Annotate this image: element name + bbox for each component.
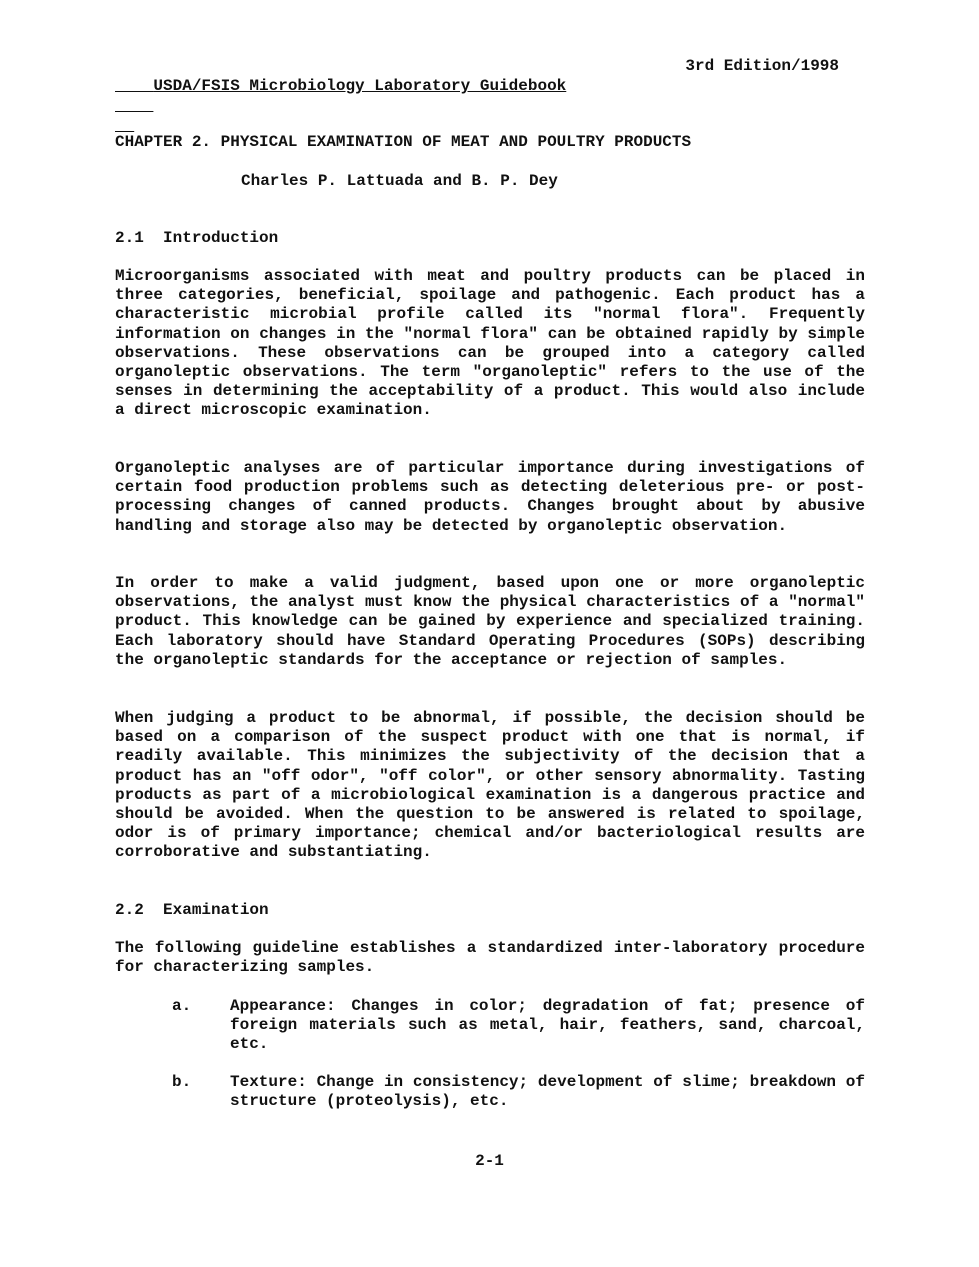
running-header bbox=[115, 56, 839, 136]
list-item-text: Appearance: Changes in color; degradation of fat; presence of foreign materials such as metal, hair, feathers, sand, charcoal, etc. bbox=[230, 997, 865, 1054]
section-heading-examination: 2.2 Examination bbox=[115, 901, 269, 919]
paragraph: In order to make a valid judgment, based upon one or more organoleptic observations, the analyst must know the physical characteristics of a "normal" product. This knowledge can be gained by experience and specialized training. Each laboratory should have Standard Operating Procedures (SOPs) describing the organoleptic standards for the acceptance or rejection of samples. bbox=[115, 574, 865, 669]
header-guidebook-title: USDA/FSIS Microbiology Laboratory Guidebook bbox=[153, 77, 567, 95]
page-number: 2-1 bbox=[475, 1152, 504, 1170]
list-marker: a. bbox=[172, 997, 192, 1015]
chapter-title: CHAPTER 2. PHYSICAL EXAMINATION OF MEAT AND POULTRY PRODUCTS bbox=[115, 133, 692, 151]
section-heading-introduction: 2.1 Introduction bbox=[115, 229, 279, 247]
paragraph: Organoleptic analyses are of particular importance during investigations of certain food production problems such as detecting deleterious pre- or post-processing changes of canned products. Changes brought about by abusive handling and storage also may be detected by organoleptic observation. bbox=[115, 459, 865, 535]
paragraph: When judging a product to be abnormal, if possible, the decision should be based on a comparison of the suspect product with one that is normal, if readily available. This minimizes the subjectivity of the decision that a product has an "off odor", "off color", or other sensory abnormality. Tasting products as part of a microbiological examination is a dangerous practice and should be avoided. When the question to be answered is related to spoilage, odor is of primary importance; chemical and/or bacteriological results are corroborative and substantiating. bbox=[115, 709, 865, 862]
list-marker: b. bbox=[172, 1073, 192, 1091]
list-item bbox=[172, 997, 865, 1055]
list-item bbox=[172, 1073, 865, 1111]
paragraph: Microorganisms associated with meat and poultry products can be placed in three categories, beneficial, spoilage and pathogenic. Each product has a characteristic microbial profile called its "normal flora". Frequently information on changes in the "normal flora" can be obtained rapidly by simple observations. These observations can be grouped into a category called organoleptic observations. The term "organoleptic" refers to the use of the senses in determining the acceptability of a product. This would also include a direct microscopic examination. bbox=[115, 267, 865, 420]
authors: Charles P. Lattuada and B. P. Dey bbox=[241, 172, 558, 190]
list-item-text: Texture: Change in consistency; development of slime; breakdown of structure (proteolysis), etc. bbox=[230, 1073, 865, 1111]
paragraph: The following guideline establishes a standardized inter-laboratory procedure for characterizing samples. bbox=[115, 939, 865, 977]
header-edition: 3rd Edition/1998 bbox=[685, 57, 839, 75]
